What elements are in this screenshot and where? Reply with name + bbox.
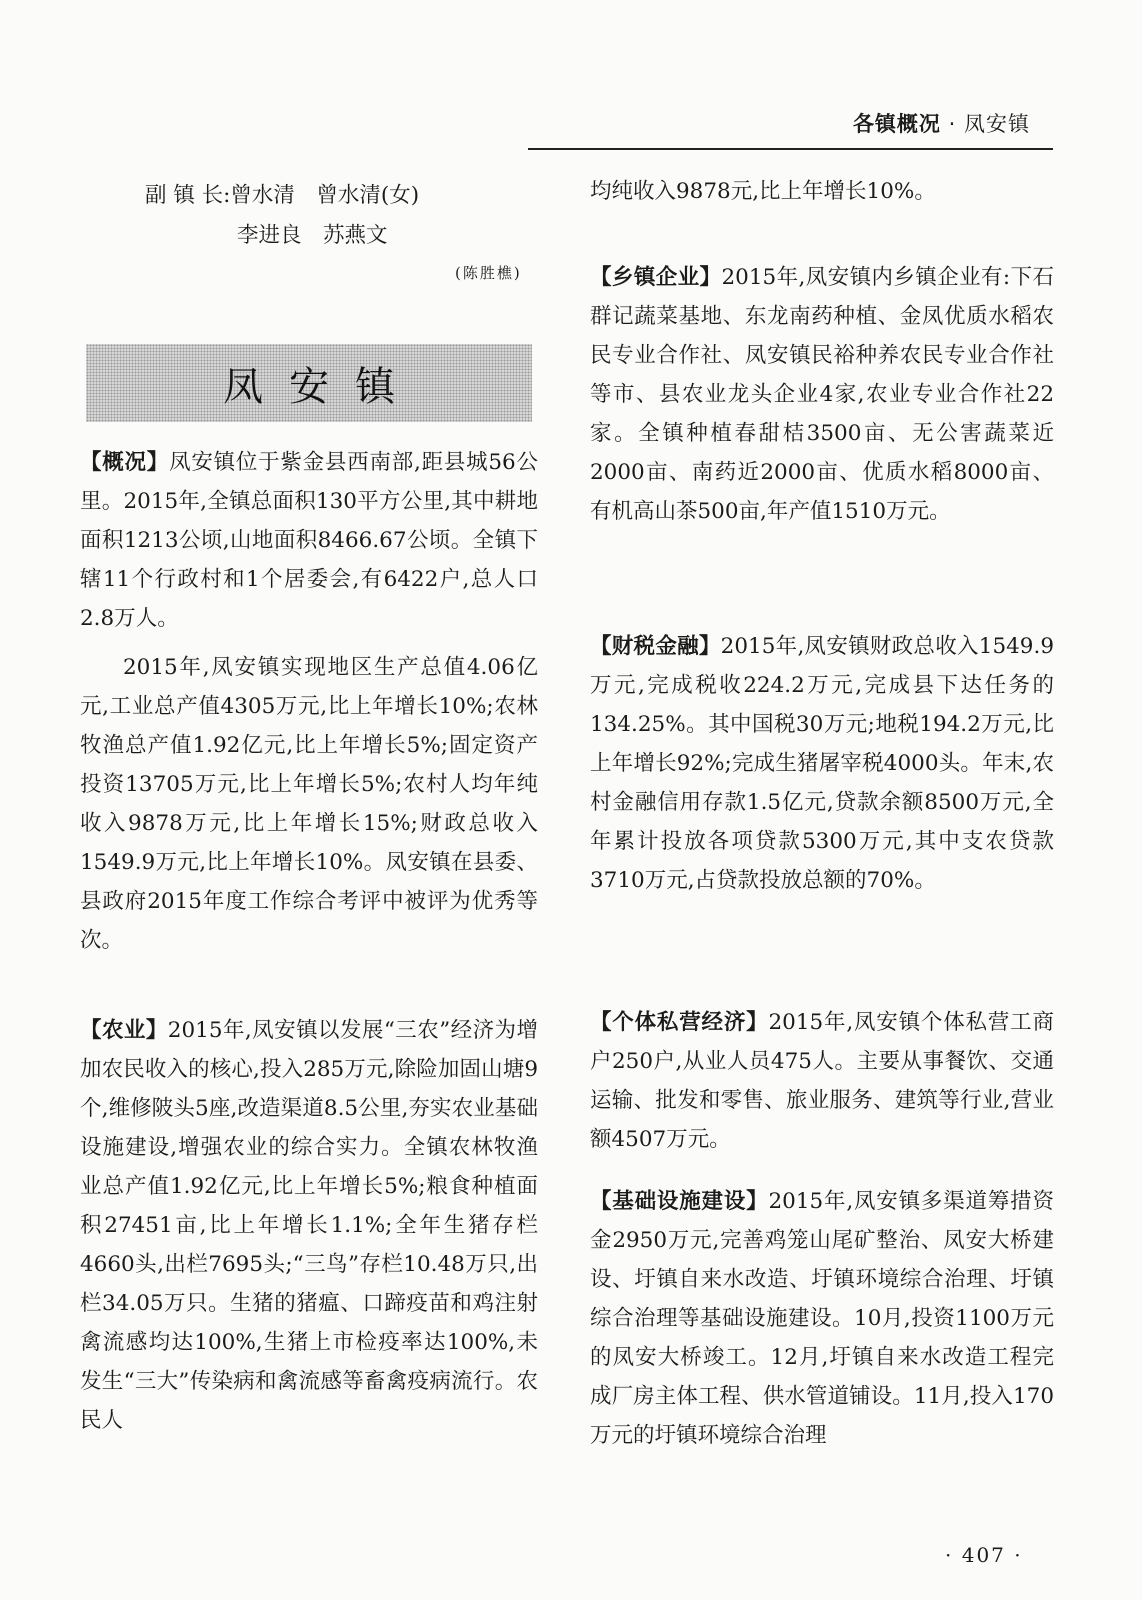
overview-text: 凤安镇位于紫金县西南部,距县城56公里。2015年,全镇总面积130平方公里,其中耕地面积1213公顷,山地面积8466.67公顷。全镇下辖11个行政村和1个居委会,有6422户,总人口2.8万人。 (80, 450, 538, 631)
infrastructure-tag: 【基础设施建设】 (590, 1189, 769, 1214)
author-credit: (陈胜樵) (455, 264, 522, 282)
enterprise-paragraph (590, 258, 1054, 531)
section-title-banner (86, 344, 532, 422)
running-header-subsection: 凤安镇 (964, 112, 1030, 136)
running-header (853, 108, 1030, 138)
running-header-section: 各镇概况 (852, 112, 941, 136)
private-economy-paragraph (590, 1003, 1054, 1159)
finance-text: 2015年,凤安镇财政总收入1549.9万元,完成税收224.2万元,完成县下达任务的134.25%。其中国税30万元;地税194.2万元,比上年增长92%;完成生猪屠宰税4000头。年末,农村金融信用存款1.5亿元,贷款余额8500万元,全年累计投放各项贷款5300万元,其中支农贷款3710万元,占贷款投放总额的70%。 (590, 634, 1054, 893)
officials-line-2: 李进良 苏燕文 (237, 223, 388, 248)
infrastructure-paragraph (590, 1182, 1054, 1455)
private-economy-tag: 【个体私营经济】 (590, 1010, 769, 1035)
finance-paragraph (590, 627, 1054, 900)
header-rule (528, 148, 1053, 150)
agriculture-text: 2015年,凤安镇以发展“三农”经济为增加农民收入的核心,投入285万元,除险加固山塘9个,维修陂头5座,改造渠道8.5公里,夯实农业基础设施建设,增强农业的综合实力。全镇农林牧渔业总产值1.92亿元,比上年增长5%;粮食种植面积27451亩,比上年增长1.1%;全年生猪存栏4660头,出栏7695头;“三鸟”存栏10.48万只,出栏34.05万只。生猪的猪瘟、口蹄疫苗和鸡注射禽流感均达100%,生猪上市检疫率达100%,未发生“三大”传染病和禽流感等畜禽疫病流行。农民人 (80, 1018, 538, 1433)
overview-paragraph (80, 443, 538, 638)
agriculture-tag: 【农业】 (80, 1018, 168, 1043)
page-number: · 407 · (945, 1543, 1023, 1567)
section-title: 凤安镇 (223, 363, 421, 410)
finance-tag: 【财税金融】 (590, 634, 721, 659)
agriculture-continued: 均纯收入9878元,比上年增长10%。 (590, 179, 936, 204)
private-economy-text: 2015年,凤安镇个体私营工商户250户,从业人员475人。主要从事餐饮、交通运输、批发和零售、旅业服务、建筑等行业,营业额4507万元。 (590, 1010, 1054, 1152)
enterprise-text: 2015年,凤安镇内乡镇企业有:下石群记蔬菜基地、东龙南药种植、金凤优质水稻农民专业合作社、凤安镇民裕种养农民专业合作社等市、县农业龙头企业4家,农业专业合作社22家。全镇种植春甜桔3500亩、无公害蔬菜近2000亩、南药近2000亩、优质水稻8000亩、有机高山茶500亩,年产值1510万元。 (590, 265, 1054, 524)
officials-line-1: 副 镇 长:曾水清 曾水清(女) (145, 183, 420, 208)
running-header-separator: · (948, 112, 957, 136)
infrastructure-text: 2015年,凤安镇多渠道筹措资金2950万元,完善鸡笼山尾矿整治、凤安大桥建设、圩镇自来水改造、圩镇环境综合治理、圩镇综合治理等基础设施建设。10月,投资1100万元的凤安大桥竣工。12月,圩镇自来水改造工程完成厂房主体工程、供水管道铺设。11月,投入170万元的圩镇环境综合治理 (590, 1189, 1054, 1448)
overview-tag: 【概况】 (80, 450, 170, 475)
enterprise-tag: 【乡镇企业】 (590, 265, 722, 290)
officials-list (145, 176, 419, 256)
overview-paragraph-2: 2015年,凤安镇实现地区生产总值4.06亿元,工业总产值4305万元,比上年增长10%;农林牧渔总产值1.92亿元,比上年增长5%;固定资产投资13705万元,比上年增长5%;农村人均年纯收入9878万元,比上年增长15%;财政总收入1549.9万元,比上年增长10%。凤安镇在县委、县政府2015年度工作综合考评中被评为优秀等次。 (80, 655, 538, 953)
agriculture-paragraph (80, 1011, 538, 1440)
